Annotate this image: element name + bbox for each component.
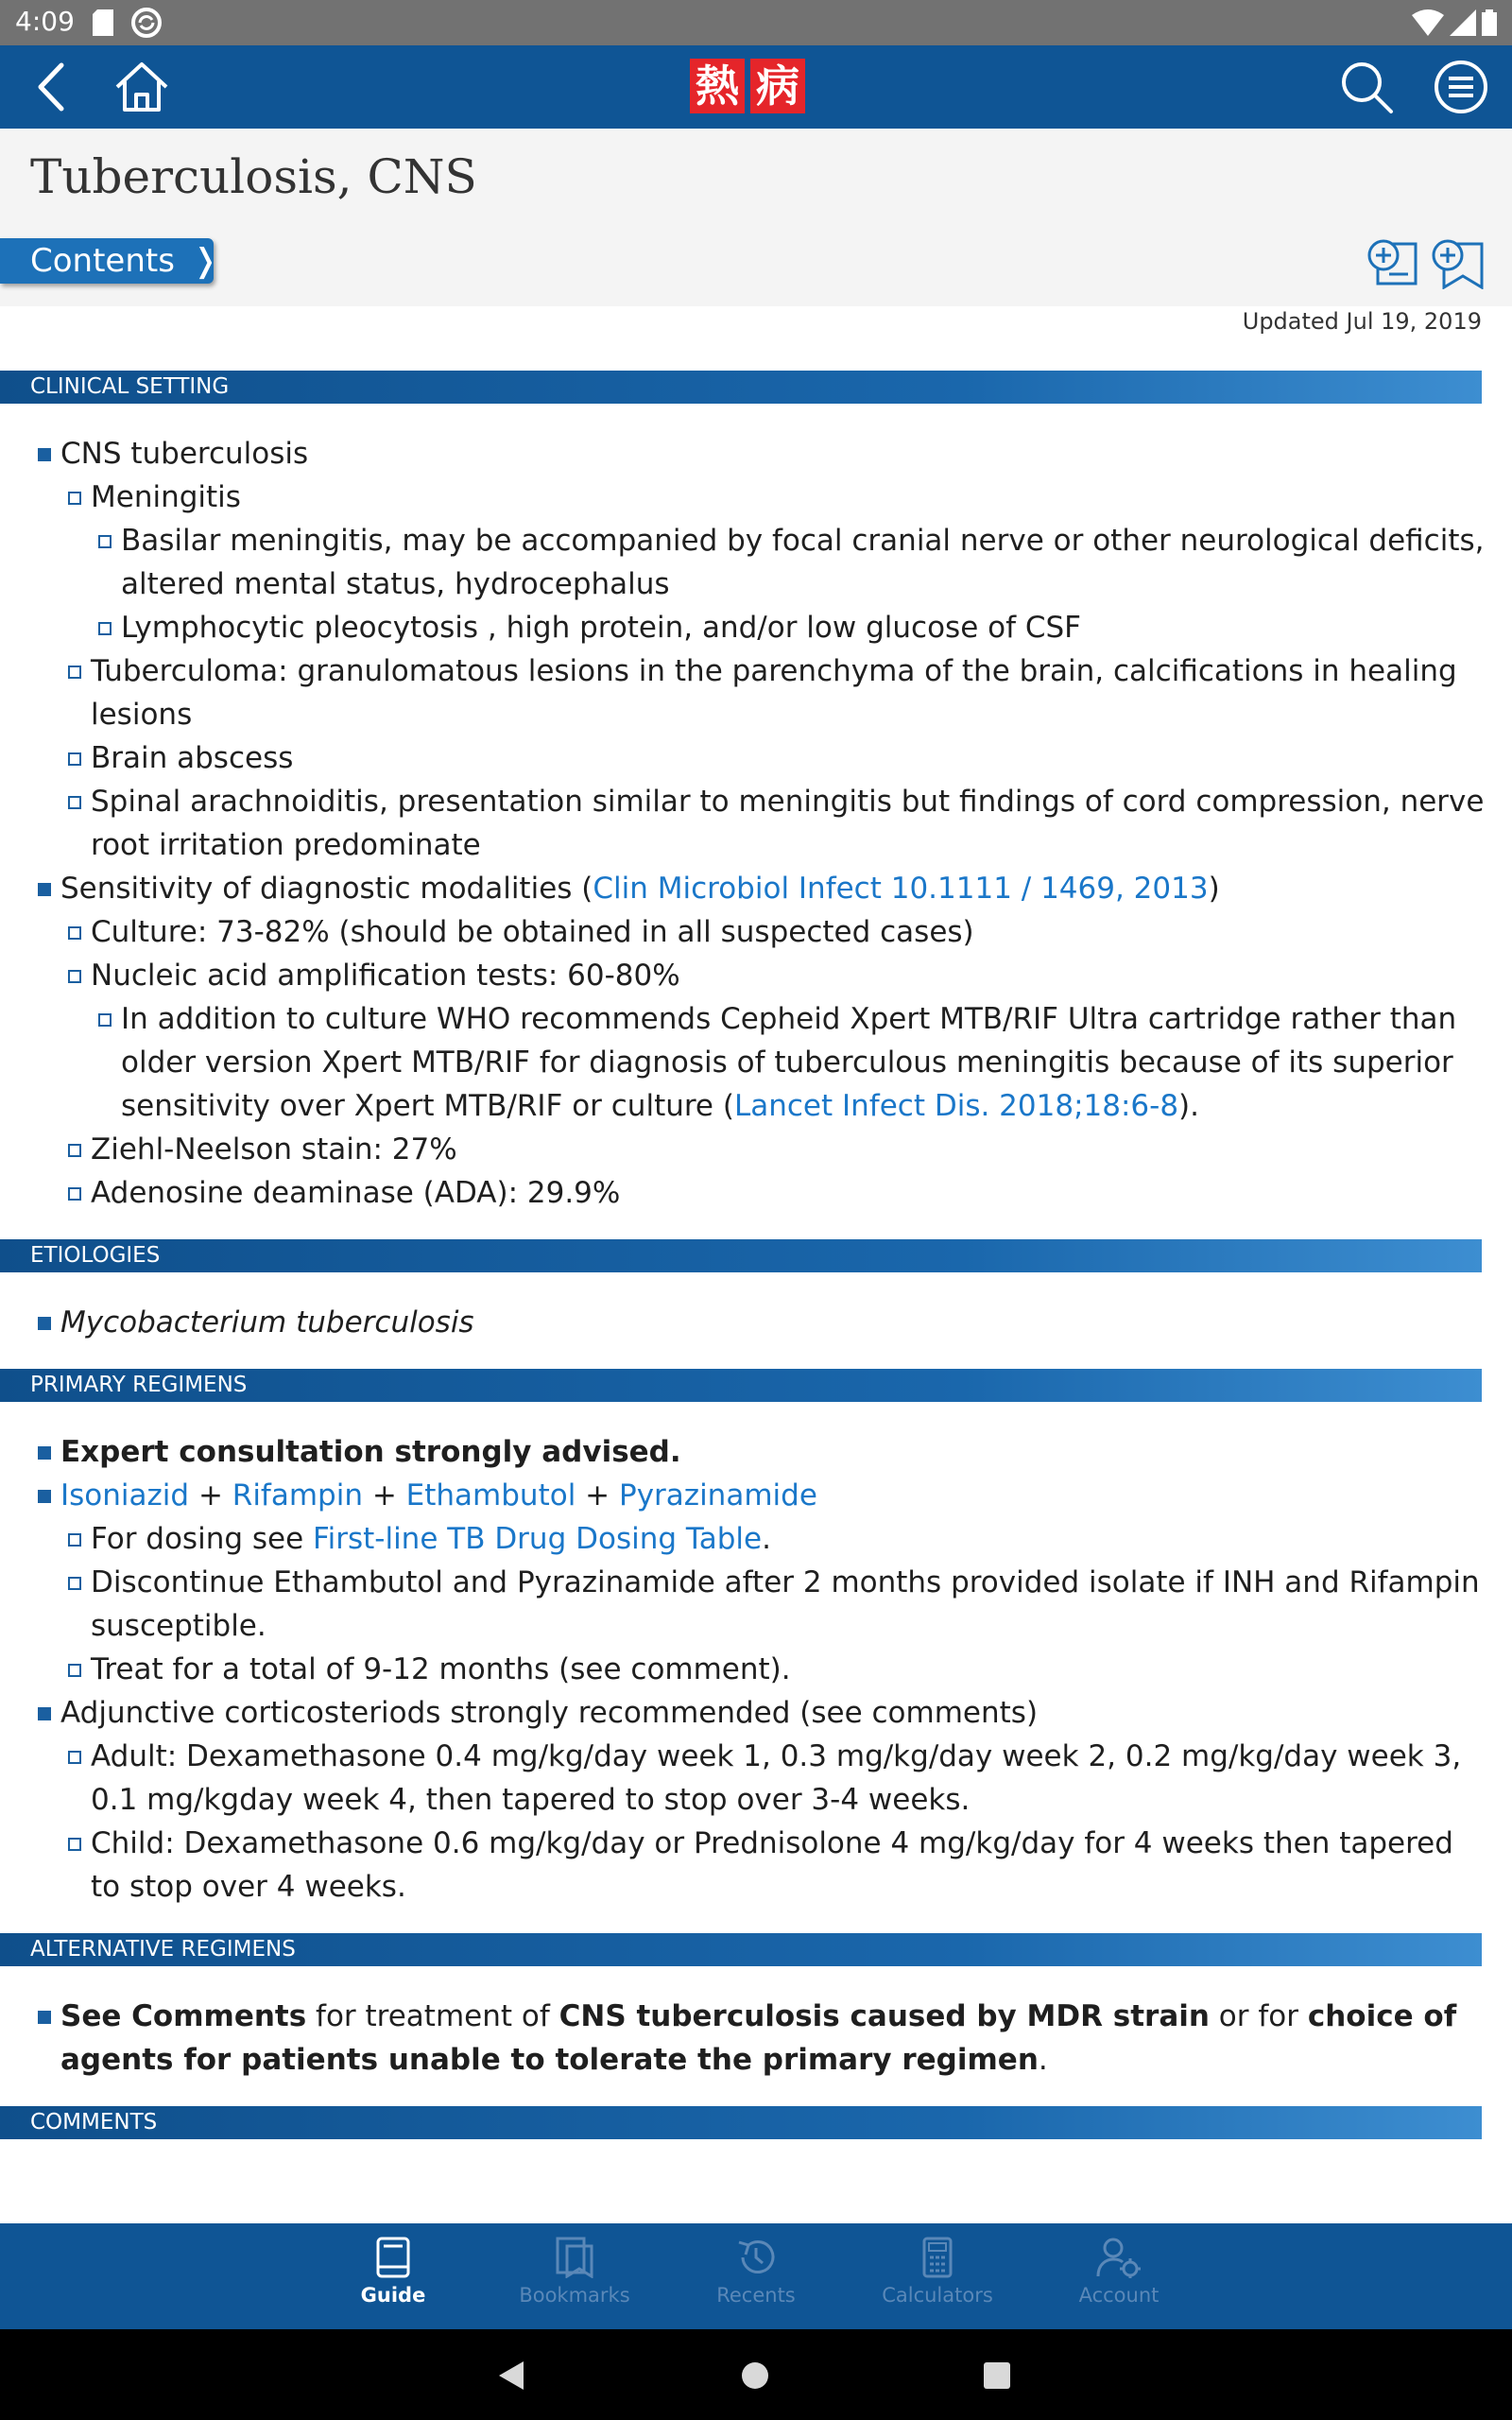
home-button[interactable] <box>110 55 174 119</box>
article-content <box>0 371 1512 2139</box>
system-navigation-bar <box>0 2329 1512 2420</box>
square-bullet-icon <box>38 2011 51 2024</box>
battery-icon <box>1482 9 1497 36</box>
nav-label: Bookmarks <box>519 2284 630 2307</box>
section-header-clinical-setting: CLINICAL SETTING <box>0 371 1482 404</box>
reference-link[interactable]: Lancet Infect Dis. 2018;18:6-8 <box>733 1089 1179 1123</box>
hollow-bullet-icon <box>98 535 112 548</box>
section-primary-regimens <box>0 1402 1512 1933</box>
hollow-bullet-icon <box>98 622 112 635</box>
square-bullet-icon <box>38 1490 51 1503</box>
list-item: For dosing see First-line TB Drug Dosing Table. <box>0 1517 1512 1561</box>
nav-label: Calculators <box>882 2284 993 2307</box>
list-item: Nucleic acid amplification tests: 60-80% <box>0 954 1512 997</box>
section-header-comments: COMMENTS <box>0 2106 1482 2139</box>
calculator-icon <box>919 2237 956 2278</box>
list-item: Sensitivity of diagnostic modalities (Clin Microbiol Infect 10.1111 / 1469, 2013) <box>0 867 1512 910</box>
list-item: Adult: Dexamethasone 0.4 mg/kg/day week 1, 0.3 mg/kg/day week 2, 0.2 mg/kg/day week 3, 0.1 mg/kgday week 4, then tapered to stop over 3-4 weeks. <box>0 1735 1512 1822</box>
nav-label: Account <box>1078 2284 1160 2307</box>
hollow-bullet-icon <box>68 1664 81 1677</box>
app-logo <box>690 59 805 113</box>
menu-button[interactable] <box>1429 55 1493 119</box>
section-header-etiologies: ETIOLOGIES <box>0 1239 1482 1272</box>
drug-link-ethambutol[interactable]: Ethambutol <box>405 1478 576 1512</box>
sd-card-icon <box>93 9 113 36</box>
system-recents-icon[interactable] <box>983 2361 1011 2390</box>
drug-link-pyrazinamide[interactable]: Pyrazinamide <box>619 1478 817 1512</box>
system-home-icon[interactable] <box>741 2361 769 2390</box>
logo-char-2: 病 <box>750 59 805 113</box>
hollow-bullet-icon <box>98 1013 112 1027</box>
nav-guide[interactable] <box>308 2223 478 2329</box>
title-bar <box>0 129 1512 306</box>
list-item: Lymphocytic pleocytosis , high protein, and/or low glucose of CSF <box>0 606 1512 649</box>
nav-recents[interactable] <box>671 2223 841 2329</box>
list-item: CNS tuberculosis <box>0 432 1512 475</box>
nav-label: Guide <box>360 2284 426 2307</box>
list-item: Culture: 73-82% (should be obtained in all suspected cases) <box>0 910 1512 954</box>
home-icon <box>113 60 170 113</box>
nav-label: Recents <box>716 2284 796 2307</box>
list-item: Adjunctive corticosteriods strongly recommended (see comments) <box>0 1691 1512 1735</box>
hollow-bullet-icon <box>68 1144 81 1157</box>
list-item: Treat for a total of 9-12 months (see comment). <box>0 1648 1512 1691</box>
list-item: Expert consultation strongly advised. <box>0 1430 1512 1474</box>
back-button[interactable] <box>19 55 83 119</box>
sync-icon <box>130 7 163 39</box>
search-icon <box>1338 59 1395 115</box>
hollow-bullet-icon <box>68 1533 81 1547</box>
status-bar <box>0 0 1512 45</box>
hollow-bullet-icon <box>68 666 81 679</box>
bottom-navigation <box>0 2223 1512 2329</box>
nav-bookmarks[interactable] <box>490 2223 660 2329</box>
hollow-bullet-icon <box>68 492 81 505</box>
chevron-left-icon <box>37 62 65 112</box>
list-item: Meningitis <box>0 475 1512 519</box>
account-icon <box>1096 2237 1142 2278</box>
page-title: Tuberculosis, CNS <box>30 149 477 204</box>
add-bookmark-icon[interactable] <box>1431 238 1484 289</box>
hollow-bullet-icon <box>68 1838 81 1851</box>
system-back-icon[interactable] <box>497 2360 525 2392</box>
list-item: Adenosine deaminase (ADA): 29.9% <box>0 1171 1512 1215</box>
drug-link-isoniazid[interactable]: Isoniazid <box>60 1478 190 1512</box>
history-icon <box>735 2237 777 2278</box>
list-item: Ziehl-Neelson stain: 27% <box>0 1128 1512 1171</box>
list-item: In addition to culture WHO recommends Cepheid Xpert MTB/RIF Ultra cartridge rather than older version Xpert MTB/RIF for diagnosis of tuberculous meningitis because of its superior sensitivity over Xpert MTB/RIF or culture (Lancet Infect Dis. 2018;18:6-8). <box>0 997 1512 1128</box>
list-item: Basilar meningitis, may be accompanied by focal cranial nerve or other neurological deficits, altered mental status, hydrocephalus <box>0 519 1512 606</box>
add-note-icon[interactable] <box>1366 238 1419 289</box>
square-bullet-icon <box>38 1707 51 1720</box>
contents-chevron: ❭ <box>191 242 219 280</box>
search-button[interactable] <box>1334 55 1399 119</box>
list-item: Spinal arachnoiditis, presentation similar to meningitis but findings of cord compression, nerve root irritation predominate <box>0 780 1512 867</box>
nav-account[interactable] <box>1034 2223 1204 2329</box>
menu-circle-icon <box>1433 59 1489 115</box>
square-bullet-icon <box>38 448 51 461</box>
hollow-bullet-icon <box>68 970 81 983</box>
hollow-bullet-icon <box>68 926 81 940</box>
hollow-bullet-icon <box>68 796 81 809</box>
wifi-icon <box>1412 9 1444 36</box>
contents-label: Contents <box>30 242 175 280</box>
list-item: Discontinue Ethambutol and Pyrazinamide after 2 months provided isolate if INH and Rifampin susceptible. <box>0 1561 1512 1648</box>
hollow-bullet-icon <box>68 752 81 766</box>
hollow-bullet-icon <box>68 1187 81 1201</box>
section-header-alternative-regimens: ALTERNATIVE REGIMENS <box>0 1933 1482 1966</box>
cell-signal-icon <box>1450 9 1476 36</box>
dosing-table-link[interactable]: First-line TB Drug Dosing Table <box>313 1522 763 1556</box>
bookmarks-icon <box>554 2237 595 2278</box>
list-item: Brain abscess <box>0 736 1512 780</box>
list-item: Mycobacterium tuberculosis <box>0 1301 1512 1344</box>
contents-button[interactable] <box>0 238 219 284</box>
section-header-primary-regimens: PRIMARY REGIMENS <box>0 1369 1482 1402</box>
square-bullet-icon <box>38 1446 51 1460</box>
updated-date: Updated Jul 19, 2019 <box>1242 308 1482 335</box>
list-item: Tuberculoma: granulomatous lesions in the parenchyma of the brain, calcifications in healing lesions <box>0 649 1512 736</box>
nav-calculators[interactable] <box>852 2223 1022 2329</box>
section-alternative-regimens <box>0 1966 1512 2106</box>
hollow-bullet-icon <box>68 1751 81 1764</box>
square-bullet-icon <box>38 883 51 896</box>
section-etiologies <box>0 1272 1512 1369</box>
list-item: See Comments for treatment of CNS tuberculosis caused by MDR strain or for choice of agents for patients unable to tolerate the primary regimen. <box>0 1995 1512 2082</box>
section-clinical-setting <box>0 404 1512 1239</box>
list-item: Child: Dexamethasone 0.6 mg/kg/day or Prednisolone 4 mg/kg/day for 4 weeks then tapered to stop over 4 weeks. <box>0 1822 1512 1909</box>
logo-char-1: 熱 <box>690 59 745 113</box>
hollow-bullet-icon <box>68 1577 81 1590</box>
status-time: 4:09 <box>15 6 75 37</box>
drug-link-rifampin[interactable]: Rifampin <box>232 1478 363 1512</box>
list-item: Isoniazid + Rifampin + Ethambutol + Pyrazinamide <box>0 1474 1512 1517</box>
square-bullet-icon <box>38 1317 51 1330</box>
reference-link[interactable]: Clin Microbiol Infect 10.1111 / 1469, 2013 <box>593 872 1209 906</box>
book-icon <box>374 2237 412 2278</box>
